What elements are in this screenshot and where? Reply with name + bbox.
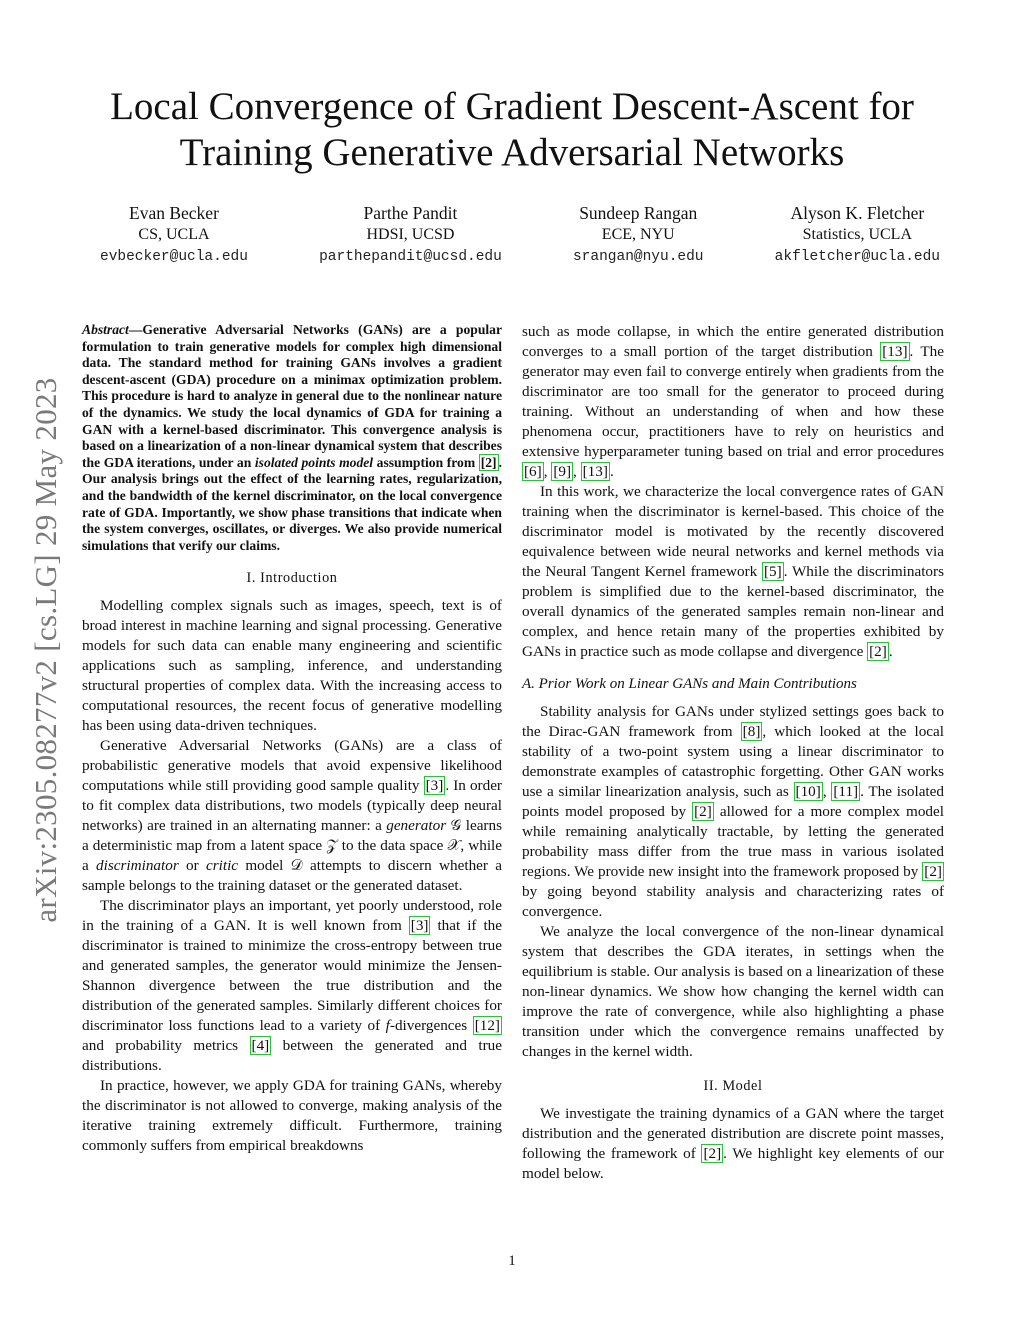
math-f: f xyxy=(385,1017,390,1035)
term-critic: critic xyxy=(206,857,239,875)
text-run: . The isolated points model proposed by xyxy=(522,783,944,820)
citation-link[interactable]: [11] xyxy=(833,783,859,800)
citation-link[interactable]: [6] xyxy=(524,463,542,480)
text-run: , xyxy=(573,463,581,480)
abstract-label: Abstract xyxy=(82,322,129,337)
citation-link[interactable]: [2] xyxy=(694,803,712,820)
text-run: . In order to fit complex data distributions, two models (typically deep neural networks) are trained in an alternating manner: a xyxy=(82,777,502,835)
paragraph xyxy=(522,482,944,662)
left-column xyxy=(82,322,502,1156)
author-name: Parthe Pandit xyxy=(363,203,458,223)
author xyxy=(100,202,248,268)
author xyxy=(319,202,502,268)
text-run: , xyxy=(543,463,552,480)
title-line-2: Training Generative Adversarial Networks xyxy=(179,131,845,174)
author-block xyxy=(100,202,940,268)
abstract-text: . Our analysis brings out the effect of the learning rates, regularization, and the bandwidth of the kernel discriminator, on the local convergence rate of GDA. Importantly, we show phase transitions that indicate when the system converges, oscillates, or diverges. We also provide numerical simulations that verify our claims. xyxy=(82,454,502,553)
paragraph xyxy=(522,702,944,922)
text-run: The discriminator plays an important, yet poorly understood, role in the training of a GAN. It is well known from xyxy=(82,897,502,935)
paragraph: Modelling complex signals such as images, speech, text is of broad interest in machine learning and signal processing. Generative models for such data can enable many engineering and scientific applications such as sampling, inference, and understanding structural properties of complex data. With the increasing access to computational resources, the recent focus of generative modelling has been using data-driven techniques. xyxy=(82,597,502,735)
author-name: Sundeep Rangan xyxy=(579,203,698,223)
text-run: . xyxy=(888,643,893,660)
section-heading-introduction: I. Introduction xyxy=(246,570,338,587)
text-run: between the generated and true distributions. xyxy=(82,1037,502,1075)
text-run: , which looked at the local stability of a two-point system using a linear discriminator to demonstrate examples of catastrophic forgetting. Other GAN works use a similar linearization analysis, such as xyxy=(522,723,945,800)
text-run: . We highlight key elements of our model below. xyxy=(522,1145,944,1182)
text-run: -divergences xyxy=(389,1017,473,1035)
author-name: Evan Becker xyxy=(129,203,219,223)
citation-link[interactable]: [4] xyxy=(251,1037,270,1055)
citation-link[interactable]: [3] xyxy=(425,777,444,795)
page-number: 1 xyxy=(508,1253,516,1269)
citation-link[interactable]: [8] xyxy=(742,723,761,740)
text-run: such as mode collapse, in which the entire generated distribution converges to a small portion of the target distribution xyxy=(522,323,944,360)
arxiv-sidebar-stamp xyxy=(22,340,70,960)
paragraph xyxy=(522,1104,944,1184)
text-run: . The generator may even fail to converge entirely when gradients from the discriminator are too small for the generator to proceed during training. Without an understanding of when and how these phenomena occur, practitioners have to rely on heuristics and extensive hyperparameter tuning based on trial and error procedures xyxy=(522,343,944,460)
text-run: . While the discriminators problem is simplified due to the kernel-based discriminator, the overall dynamics of the generated samples remain non-linear and complex, and hence retain many of the properties exhibited by GANs in practice such as mode collapse and divergence xyxy=(522,563,944,660)
author-name: Alyson K. Fletcher xyxy=(790,203,925,223)
text-run: . xyxy=(609,463,614,480)
paragraph xyxy=(82,896,502,1076)
citation-link[interactable]: [2] xyxy=(703,1145,722,1162)
paragraph xyxy=(522,322,944,482)
text-run: by going beyond stability analysis and characterizing rates of convergence. xyxy=(522,883,944,920)
term-discriminator: discriminator xyxy=(96,857,179,875)
text-run: Generative Adversarial Networks (GANs) are a class of probabilistic generative models that avoid expensive likelihood computations while still providing good sample quality xyxy=(82,737,502,795)
section-heading-model: II. Model xyxy=(703,1078,763,1094)
citation-link[interactable]: [12] xyxy=(474,1017,500,1035)
author-affiliation: ECE, NYU xyxy=(601,226,675,243)
text-run: model 𝒟 attempts to discern whether a sample belongs to the training dataset or the generated dataset. xyxy=(82,857,502,895)
author xyxy=(775,202,940,268)
arxiv-id: arXiv:2305.08277v2 [cs.LG] 29 May 2023 xyxy=(28,377,63,923)
citation-link[interactable]: [2] xyxy=(924,863,942,880)
text-run: Stability analysis for GANs under stylized settings goes back to the Dirac-GAN framework from xyxy=(522,703,944,740)
paragraph xyxy=(82,736,502,896)
author-affiliation: Statistics, UCLA xyxy=(802,226,912,243)
text-run: that if the discriminator is trained to minimize the cross-entropy between true and generated samples, the generator would minimize the Jensen-Shannon divergence between the true distribution and the distribution of the generated samples. Similarly different choices for discriminator loss functions lead to a variety of xyxy=(82,917,502,1035)
right-column xyxy=(522,322,944,1184)
paragraph: We analyze the local convergence of the non-linear dynamical system that describes the GDA iterates, in settings when the equilibrium is stable. Our analysis is based on a linearization of these non-linear dynamics. We show how changing the kernel width can improve the rate of convergence, while also highlighting a phase transition under which the convergence remains unaffected by changes in the kernel width. xyxy=(522,923,944,1060)
author-email[interactable]: akfletcher@ucla.edu xyxy=(774,249,940,265)
citation-link[interactable]: [2] xyxy=(869,643,887,660)
author-email[interactable]: srangan@nyu.edu xyxy=(572,249,704,265)
abstract-emphasis: isolated points model xyxy=(254,454,374,470)
paper-title xyxy=(60,84,964,176)
title-line-1: Local Convergence of Gradient Descent-Ascent for xyxy=(110,85,914,128)
author-affiliation: HDSI, UCSD xyxy=(366,226,455,243)
author-email[interactable]: evbecker@ucla.edu xyxy=(100,249,248,265)
subsection-heading: A. Prior Work on Linear GANs and Main Contributions xyxy=(522,676,857,692)
citation-link[interactable]: [9] xyxy=(553,463,572,480)
text-run: We investigate the training dynamics of a GAN where the target distribution and the generated distribution are discrete point masses, following the framework of xyxy=(522,1105,944,1162)
abstract xyxy=(82,322,502,554)
citation-link[interactable]: [10] xyxy=(795,783,821,800)
citation-link[interactable]: [13] xyxy=(582,463,608,480)
citation-link[interactable]: [2] xyxy=(480,454,497,470)
abstract-text: —Generative Adversarial Networks (GANs) are a popular formulation to train generative models for complex high dimensional data. The standard method for training GANs involves a gradient descent-ascent (GDA) procedure on a minimax optimization problem. This procedure is hard to analyze in general due to the nonlinear nature of the dynamics. We study the local dynamics of GDA for training a GAN with a kernel-based discriminator. This convergence analysis is based on a linearization of a non-linear dynamical system that describes the GDA iterations, under an xyxy=(82,322,502,470)
text-run: In this work, we characterize the local convergence rates of GAN training when the discriminator is kernel-based. This choice of the discriminator model is motivated by the recently discovered equivalence between wide neural networks and kernel methods via the Neural Tangent Kernel framework xyxy=(522,483,944,580)
text-run: and probability metrics xyxy=(82,1037,250,1055)
author-affiliation: CS, UCLA xyxy=(138,226,210,243)
author-email[interactable]: parthepandit@ucsd.edu xyxy=(319,249,502,265)
citation-link[interactable]: [5] xyxy=(763,563,782,580)
paragraph: In practice, however, we apply GDA for training GANs, whereby the discriminator is not allowed to converge, making analysis of the iterative training extremely difficult. Furthermore, training commonly suffers from empirical breakdowns xyxy=(82,1077,502,1155)
text-run: , xyxy=(822,783,832,800)
text-run: allowed for a more complex model while remaining analytically tractable, by letting the generated probability mass differ from the true mass in various isolated regions. We provide new insight into the framework proposed by xyxy=(522,803,944,880)
text-run: or xyxy=(178,857,206,875)
citation-link[interactable]: [13] xyxy=(882,343,908,360)
text-run: 𝒢 learns a deterministic map from a latent space 𝒵 to the data space 𝒳, while a xyxy=(82,817,502,875)
abstract-text: assumption from xyxy=(373,454,479,470)
citation-link[interactable]: [3] xyxy=(410,917,429,935)
author xyxy=(573,202,704,268)
term-generator: generator xyxy=(386,817,447,835)
